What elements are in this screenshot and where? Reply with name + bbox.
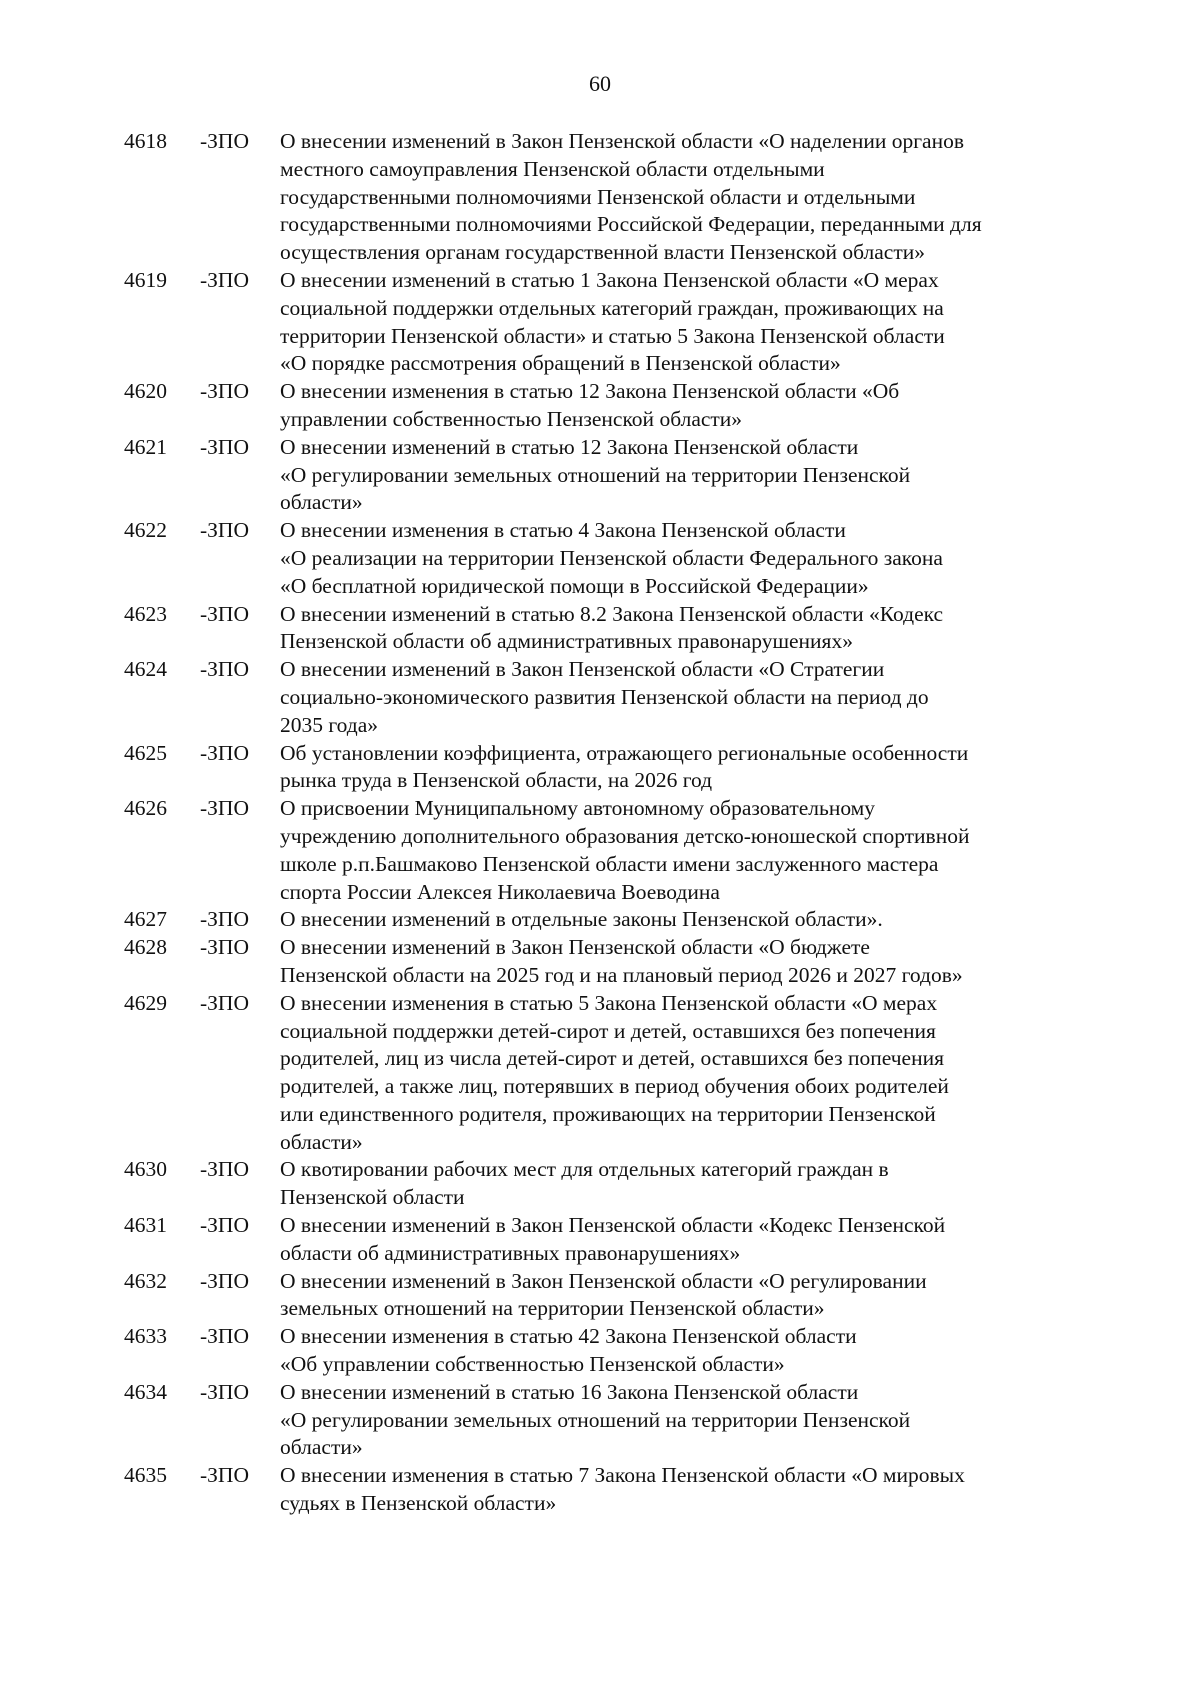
law-title-line: спорта России Алексея Николаевича Воеводина — [280, 879, 720, 904]
law-title — [280, 1323, 1080, 1379]
law-entry — [0, 1323, 1200, 1379]
law-number: 4618 — [124, 129, 167, 153]
law-title-line: О внесении изменения в статью 12 Закона Пензенской области «Об — [280, 379, 900, 404]
law-entry — [0, 656, 1200, 739]
law-number: 4632 — [124, 1268, 167, 1293]
law-suffix: -ЗПО — [200, 907, 249, 932]
law-title-line: школе р.п.Башмаково Пензенской области имени заслуженного мастера — [280, 851, 939, 876]
law-title-line: О внесении изменения в статью 42 Закона Пензенской области — [280, 1324, 857, 1349]
law-title-line: «О регулировании земельных отношений на территории Пензенской — [280, 462, 911, 487]
law-entry — [0, 740, 1200, 796]
law-title-line: социальной поддержки детей-сирот и детей, оставшихся без попечения — [280, 1018, 936, 1043]
law-title-line: Пензенской области — [280, 1185, 465, 1210]
law-number: 4619 — [124, 267, 167, 292]
law-title-line: «О порядке рассмотрения обращений в Пензенской области» — [280, 351, 841, 376]
law-title — [280, 990, 1080, 1157]
law-suffix: -ЗПО — [200, 935, 249, 960]
law-title-line: О внесении изменений в Закон Пензенской области «Кодекс Пензенской — [280, 1213, 946, 1238]
law-number: 4627 — [124, 907, 167, 932]
law-list — [0, 128, 1200, 1518]
law-entry — [0, 1156, 1200, 1212]
law-title-line: судьях в Пензенской области» — [280, 1491, 557, 1516]
law-suffix: -ЗПО — [200, 740, 249, 765]
law-title-line: местного самоуправления Пензенской области отдельными — [280, 156, 825, 181]
law-title — [280, 1268, 1080, 1324]
law-title-line: О внесении изменений в отдельные законы Пензенской области». — [280, 907, 883, 932]
law-title-line: осуществления органам государственной власти Пензенской области» — [280, 240, 925, 265]
law-title-line: учреждению дополнительного образования детско-юношеской спортивной — [280, 823, 970, 848]
law-title-line: О внесении изменений в статью 16 Закона Пензенской области — [280, 1379, 859, 1404]
law-title — [280, 1379, 1080, 1462]
law-suffix: -ЗПО — [200, 1157, 249, 1182]
law-number: 4622 — [124, 518, 167, 543]
law-title-line: Пензенской области об административных правонарушениях» — [280, 629, 853, 654]
law-title — [280, 795, 1080, 906]
law-title-line: О внесении изменений в Закон Пензенской области «О Стратегии — [280, 657, 885, 682]
law-number: 4629 — [124, 990, 167, 1015]
law-title — [280, 1156, 1080, 1212]
law-title-line: Об установлении коэффициента, отражающего региональные особенности — [280, 740, 969, 765]
law-title-line: управлении собственностью Пензенской области» — [280, 406, 743, 431]
law-entry — [0, 934, 1200, 990]
law-suffix: -ЗПО — [200, 1213, 249, 1238]
law-title-line: 2035 года» — [280, 712, 379, 737]
law-title-line: О присвоении Муниципальному автономному образовательному — [280, 796, 876, 821]
law-title — [280, 128, 1080, 267]
law-entry — [0, 434, 1200, 517]
law-title-line: «О реализации на территории Пензенской области Федерального закона — [280, 545, 943, 570]
law-number: 4628 — [124, 935, 167, 960]
law-title — [280, 267, 1080, 378]
law-title-line: О внесении изменений в Закон Пензенской области «О бюджете — [280, 935, 870, 960]
law-title-line: О внесении изменений в статью 1 Закона Пензенской области «О мерах — [280, 267, 939, 292]
law-title-line: области» — [280, 1129, 363, 1154]
law-title — [280, 934, 1080, 990]
law-title-line: О внесении изменений в статью 12 Закона Пензенской области — [280, 434, 859, 459]
law-title — [280, 906, 1080, 934]
law-entry — [0, 906, 1200, 934]
law-title-line: О квотировании рабочих мест для отдельных категорий граждан в — [280, 1157, 889, 1182]
law-title-line: территории Пензенской области» и статью 5 Закона Пензенской области — [280, 323, 945, 348]
law-number: 4633 — [124, 1324, 167, 1349]
law-title-line: области об административных правонарушениях» — [280, 1240, 741, 1265]
law-number: 4634 — [124, 1379, 167, 1404]
law-number: 4623 — [124, 601, 167, 626]
law-entry — [0, 378, 1200, 434]
law-entry — [0, 1462, 1200, 1518]
law-title-line: родителей, лиц из числа детей-сирот и детей, оставшихся без попечения — [280, 1046, 945, 1071]
law-title — [280, 378, 1080, 434]
law-number: 4621 — [124, 434, 167, 459]
law-number: 4625 — [124, 740, 167, 765]
law-suffix: -ЗПО — [200, 1379, 249, 1404]
law-title — [280, 517, 1080, 600]
law-title-line: земельных отношений на территории Пензенской области» — [280, 1296, 825, 1321]
law-title-line: социальной поддержки отдельных категорий граждан, проживающих на — [280, 295, 944, 320]
law-entry — [0, 128, 1200, 267]
law-entry — [0, 1212, 1200, 1268]
law-suffix: -ЗПО — [200, 434, 249, 459]
law-title — [280, 1462, 1080, 1518]
law-suffix: -ЗПО — [200, 129, 249, 153]
law-title-line: «О регулировании земельных отношений на территории Пензенской — [280, 1407, 911, 1432]
law-suffix: -ЗПО — [200, 601, 249, 626]
law-title-line: О внесении изменения в статью 7 Закона Пензенской области «О мировых — [280, 1463, 965, 1488]
law-title — [280, 434, 1080, 517]
law-title-line: О внесении изменения в статью 5 Закона Пензенской области «О мерах — [280, 990, 938, 1015]
law-suffix: -ЗПО — [200, 379, 249, 404]
law-entry — [0, 1268, 1200, 1324]
law-title-line: или единственного родителя, проживающих на территории Пензенской — [280, 1101, 936, 1126]
law-title-line: О внесении изменений в Закон Пензенской области «О наделении органов — [280, 129, 964, 153]
law-suffix: -ЗПО — [200, 1324, 249, 1349]
law-title-line: Пензенской области на 2025 год и на плановый период 2026 и 2027 годов» — [280, 962, 963, 987]
law-title-line: области» — [280, 1435, 363, 1460]
law-title-line: родителей, а также лиц, потерявших в период обучения обоих родителей — [280, 1074, 949, 1099]
law-number: 4631 — [124, 1213, 167, 1238]
law-number: 4626 — [124, 796, 167, 821]
law-title-line: области» — [280, 490, 363, 515]
law-suffix: -ЗПО — [200, 1268, 249, 1293]
law-suffix: -ЗПО — [200, 518, 249, 543]
page-number: 60 — [589, 71, 611, 96]
law-suffix: -ЗПО — [200, 267, 249, 292]
law-entry — [0, 517, 1200, 600]
law-suffix: -ЗПО — [200, 990, 249, 1015]
law-title-line: рынка труда в Пензенской области, на 2026 год — [280, 768, 713, 793]
law-title-line: «Об управлении собственностью Пензенской области» — [280, 1352, 785, 1377]
law-number: 4630 — [124, 1157, 167, 1182]
law-number: 4635 — [124, 1463, 167, 1488]
law-suffix: -ЗПО — [200, 657, 249, 682]
law-entry — [0, 990, 1200, 1157]
law-number: 4624 — [124, 657, 167, 682]
law-entry — [0, 601, 1200, 657]
law-title — [280, 656, 1080, 739]
law-title-line: социально-экономического развития Пензенской области на период до — [280, 684, 929, 709]
law-entry — [0, 795, 1200, 906]
law-number: 4620 — [124, 379, 167, 404]
law-entry — [0, 267, 1200, 378]
law-suffix: -ЗПО — [200, 1463, 249, 1488]
law-title — [280, 1212, 1080, 1268]
law-title — [280, 740, 1080, 796]
law-title-line: государственными полномочиями Российской Федерации, переданными для — [280, 212, 982, 237]
law-suffix: -ЗПО — [200, 796, 249, 821]
law-title-line: О внесении изменения в статью 4 Закона Пензенской области — [280, 518, 846, 543]
law-title-line: О внесении изменений в статью 8.2 Закона Пензенской области «Кодекс — [280, 601, 944, 626]
law-title-line: «О бесплатной юридической помощи в Российской Федерации» — [280, 573, 869, 598]
law-title — [280, 601, 1080, 657]
law-title-line: О внесении изменений в Закон Пензенской области «О регулировании — [280, 1268, 927, 1293]
law-entry — [0, 1379, 1200, 1462]
law-title-line: государственными полномочиями Пензенской области и отдельными — [280, 184, 916, 209]
